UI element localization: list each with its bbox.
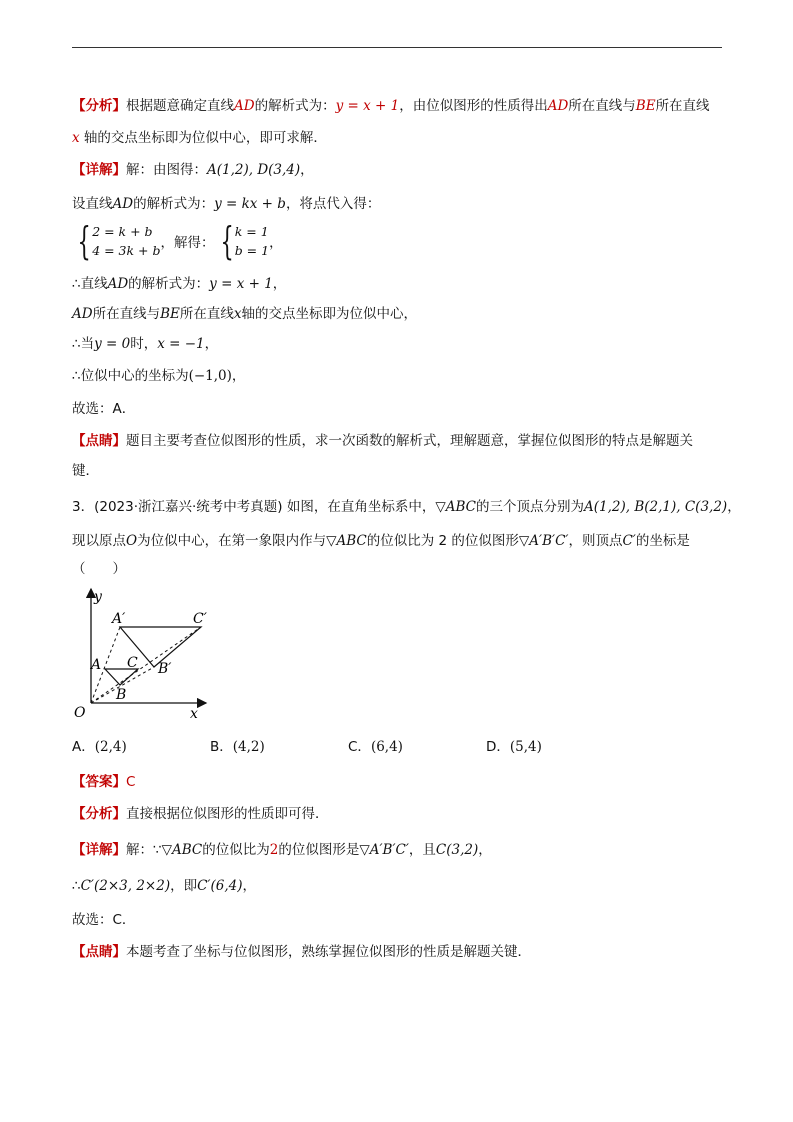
- text: ，: [269, 235, 283, 251]
- option-letter: B．: [210, 739, 233, 755]
- answer-value: C: [126, 774, 136, 790]
- math: x: [72, 130, 80, 146]
- q3-analysis: [72, 804, 724, 824]
- text: ，: [231, 368, 246, 384]
- math: (−1,0): [188, 368, 232, 384]
- text: ，: [204, 336, 219, 352]
- text: 故选：C．: [72, 912, 136, 928]
- math: ▽A′B′C′: [518, 533, 569, 549]
- q2-comment: [72, 431, 724, 451]
- math: y = x + 1: [209, 276, 273, 292]
- option-letter: A．: [72, 739, 95, 755]
- text: 所在直线: [179, 306, 234, 322]
- text: 解：∵: [126, 842, 162, 858]
- option-letter: D．: [486, 739, 510, 755]
- text: ，将点代入得：: [285, 196, 381, 212]
- label-o: O: [74, 705, 86, 721]
- equation: b = 1: [234, 243, 270, 258]
- text: ∴位似中心的坐标为: [72, 368, 189, 384]
- brace: {: [77, 219, 91, 263]
- option-value: (4,2): [232, 739, 265, 755]
- math: C(3,2): [435, 842, 479, 858]
- math: AD: [72, 306, 93, 322]
- analysis-tag: 【分析】: [72, 98, 126, 114]
- math: y = x + 1: [335, 98, 400, 114]
- text: 的解析式为：: [128, 276, 210, 292]
- q2-setup: [72, 194, 724, 214]
- option-c[interactable]: [348, 737, 486, 757]
- text: 直接根据位似图形的性质即可得．: [126, 806, 329, 822]
- label-c-prime: C′: [193, 611, 207, 627]
- text: 的解析式为：: [133, 196, 215, 212]
- option-letter: C．: [348, 739, 371, 755]
- option-value: (6,4): [370, 739, 403, 755]
- sys-rows: [92, 222, 160, 260]
- text: 为位似中心，在第一象限内作与: [137, 533, 327, 549]
- q2-systems: [72, 220, 724, 262]
- coordinate-figure: [72, 585, 222, 725]
- text: 的解析式为：: [254, 98, 336, 114]
- math: y = kx + b: [214, 196, 286, 212]
- comment-tag: 【点睛】: [72, 944, 126, 960]
- text: 轴的交点坐标即为位似中心，即可求解．: [79, 130, 327, 146]
- q2-comment-cont: [72, 461, 724, 481]
- text: ，: [242, 878, 256, 894]
- option-a[interactable]: [72, 737, 210, 757]
- math: C′(6,4): [197, 878, 243, 894]
- math: BE: [635, 98, 656, 114]
- equation-system-2: [215, 221, 270, 261]
- text: 解：由图得：: [126, 162, 207, 178]
- q3-stem-cont: [72, 531, 724, 551]
- answer-tag: 【答案】: [72, 774, 126, 790]
- sys-rows: [235, 222, 269, 260]
- q3-calc: [72, 876, 724, 896]
- text: 所在直线与: [92, 306, 161, 322]
- header-rule: [72, 47, 722, 48]
- math: ▽ABC: [326, 533, 367, 549]
- text: 本题考查了坐标与位似图形，熟练掌握位似图形的性质是解题关键．: [126, 944, 531, 960]
- q2-line-ad: [72, 304, 724, 324]
- math: ▽A′B′C′: [359, 842, 409, 858]
- q2-center: [72, 366, 724, 386]
- text: 所在直线与: [568, 98, 636, 114]
- text: 3．(2023·浙江嘉兴·统考中考真题) 如图，在直角坐标系中，: [72, 499, 436, 515]
- math: AD: [234, 98, 255, 114]
- text: 轴的交点坐标即为位似中心，: [241, 306, 417, 322]
- text: 的位似图形是: [278, 842, 360, 858]
- text: 键．: [72, 463, 99, 479]
- math: A(1,2), D(3,4): [207, 162, 301, 178]
- text: ，解得：: [160, 235, 215, 251]
- equation: 2 = k + b: [92, 224, 153, 239]
- label-y: y: [94, 589, 102, 605]
- label-x: x: [190, 706, 198, 722]
- page-content: [72, 96, 741, 962]
- text: ∴直线: [72, 276, 108, 292]
- text: 时，: [130, 336, 158, 352]
- math: y = 0: [94, 336, 131, 352]
- triangle-abc: [105, 669, 138, 685]
- text: 根据题意确定直线: [126, 98, 234, 114]
- text: ，: [300, 162, 314, 178]
- detail-tag: 【详解】: [72, 842, 126, 858]
- math: O: [126, 533, 138, 549]
- equation: k = 1: [234, 224, 269, 239]
- answer-blank: （ ）: [72, 561, 126, 577]
- math: ▽ABC: [161, 842, 203, 858]
- text: ，则顶点: [568, 533, 623, 549]
- text: 设直线: [72, 196, 113, 212]
- math: x: [233, 306, 242, 322]
- math: BE: [160, 306, 180, 322]
- brace: {: [219, 219, 234, 263]
- q2-analysis: [72, 96, 724, 116]
- q3-blank: [72, 559, 724, 579]
- q3-detail: [72, 840, 724, 860]
- label-a-prime: A′: [112, 611, 126, 627]
- math: x = −1: [157, 336, 205, 352]
- detail-tag: 【详解】: [72, 162, 126, 178]
- text: 故选：A．: [72, 401, 136, 417]
- option-b[interactable]: [210, 737, 348, 757]
- text: ，即: [170, 878, 198, 894]
- label-a: A: [91, 657, 102, 673]
- text: ∴当: [72, 336, 95, 352]
- label-b-prime: B′: [158, 661, 172, 677]
- q3-choose: [72, 910, 724, 930]
- label-b: B: [116, 687, 127, 703]
- text: ，且: [408, 842, 436, 858]
- text: ，由位似图形的性质得出: [399, 98, 548, 114]
- math: C′(2×3, 2×2): [80, 878, 171, 894]
- math: ▽ABC: [435, 499, 476, 515]
- q2-choose: [72, 399, 724, 419]
- dashed-rays: [91, 627, 201, 703]
- text: ，: [727, 499, 741, 515]
- text: 现以原点: [72, 533, 126, 549]
- math: A(1,2), B(2,1), C(3,2): [584, 499, 728, 515]
- option-value: (5,4): [509, 739, 542, 755]
- text: 的位似比为 2 的位似图形: [366, 533, 519, 549]
- text: 的位似比为: [202, 842, 270, 858]
- q2-detail: [72, 160, 724, 180]
- equation: 4 = 3k + b: [92, 243, 161, 258]
- q3-options: [72, 737, 724, 757]
- q3-stem: [72, 497, 741, 517]
- label-c: C: [127, 655, 138, 671]
- equation-system-1: [72, 221, 161, 261]
- q2-when: [72, 334, 724, 354]
- text: 题目主要考查位似图形的性质，求一次函数的解析式，理解题意，掌握位似图形的特点是解题关: [126, 433, 693, 449]
- text: 所在直线: [655, 98, 710, 114]
- q3-comment: [72, 942, 724, 962]
- comment-tag: 【点睛】: [72, 433, 126, 449]
- text: ∴: [72, 878, 81, 894]
- analysis-tag: 【分析】: [72, 806, 126, 822]
- text: 的坐标是: [635, 533, 690, 549]
- q2-analysis-cont: [72, 128, 724, 148]
- ray-oc: [91, 627, 201, 703]
- q2-therefore: [72, 274, 724, 294]
- math: AD: [112, 196, 134, 212]
- text: ，: [478, 842, 492, 858]
- q3-answer: [72, 772, 724, 792]
- math: AD: [107, 276, 129, 292]
- text: 的三个顶点分别为: [476, 499, 584, 515]
- math: AD: [547, 98, 569, 114]
- math: 2: [269, 842, 279, 858]
- q3-figure: [72, 585, 724, 725]
- option-value: (2,4): [94, 739, 127, 755]
- math: C′: [622, 533, 636, 549]
- text: ，: [272, 276, 287, 292]
- option-d[interactable]: [486, 737, 606, 757]
